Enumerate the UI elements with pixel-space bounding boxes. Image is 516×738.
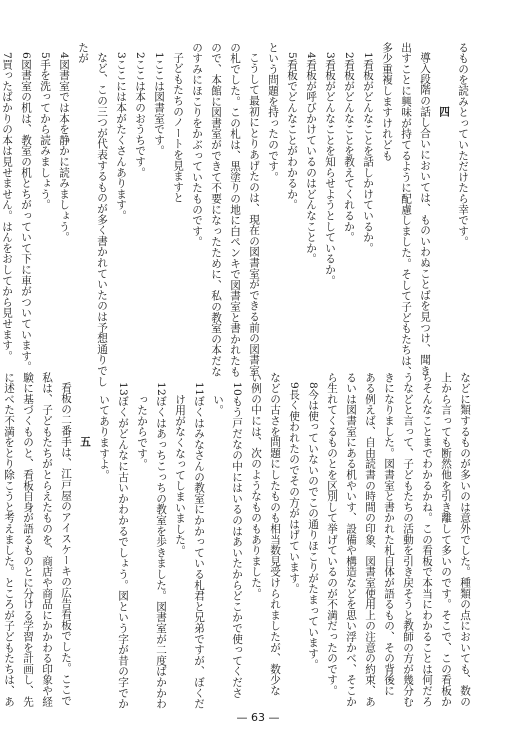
text-line: ある例えば、自由読書の時間の印象、図書室使用上の注意の約束、あ bbox=[364, 372, 376, 707]
text-line: 11ぼくはみなさんの教室にかかっている札君と兄弟ですが、ぼくだ bbox=[193, 382, 205, 710]
text-line: のすみにほこりをかぶっていたものです。 bbox=[191, 42, 203, 248]
text-line: 上から言っても断然他を引き離して多いのです。そこで、この看板か bbox=[440, 372, 452, 707]
text-line: 2ここは本のおうちです。 bbox=[134, 52, 146, 178]
text-line: などの古さを問題にしたものも相当数見受けられましたが、数少な bbox=[269, 372, 281, 696]
text-line: 10もう戸だなの中にはいるのはあいたからどこかで使ってくださ bbox=[231, 382, 243, 699]
section-heading: 四 bbox=[438, 106, 450, 117]
text-line: うなどと言って、子どもたちの活動を引き戻そうと教師の方が幾分む bbox=[402, 372, 414, 707]
text-line: 5手を洗ってから読みましょう。 bbox=[39, 52, 51, 211]
page-number: — 63 — bbox=[236, 711, 280, 724]
text-line: 1ここは図書室です。 bbox=[153, 52, 165, 157]
text-line: 多少重複しますけれども bbox=[381, 42, 393, 161]
text-line: 7買ったばかりの本は見せません。はんをおしてから見せます。 bbox=[1, 52, 13, 362]
text-line: 5看板でどんなことがわかるか。 bbox=[286, 52, 298, 211]
text-line: 12ぼくはあっちこっちの教室を歩きました。図書室が二度ばかかわ bbox=[155, 382, 167, 710]
text-line: 出すことに興味が持てるように配慮しました。そして子どもたちは、 bbox=[400, 42, 412, 377]
section-heading: 五 bbox=[79, 436, 91, 447]
text-line: などに類するものが多いのは意外でした。種類の点においても、数の bbox=[459, 372, 471, 707]
text-line: 2看板がどんなことを教えてくれるか。 bbox=[343, 52, 355, 243]
text-line: こうして最初にとりあげたのは、現在の図書室ができる前の図書室 bbox=[248, 52, 260, 376]
text-line: 8今は使っていないのでこの通りほこりがたまっています。 bbox=[307, 382, 319, 670]
text-line: 4図書室では本を静かに読みましょう。 bbox=[58, 52, 70, 243]
text-line: るいは図書室にある机やいす、設備や構造などを思い浮かべ、そこか bbox=[345, 372, 357, 707]
text-line: らそんなことまでわかるかね。この看板で本当にわかることは何だろ bbox=[421, 372, 433, 707]
text-line: 9長く使われたのでその方がはげています。 bbox=[288, 382, 300, 595]
text-line: 導入段階の話し合いにおいては、ものいわぬことばを見つけ、聞き bbox=[419, 52, 431, 376]
text-line: 6図書室の机は、教室の机とちがっていて下に車がついています。 bbox=[20, 52, 32, 373]
text-line: い。 bbox=[212, 394, 224, 416]
text-line: 1看板がどんなことを話しかけているか。 bbox=[362, 52, 374, 254]
text-line: ったからです。 bbox=[136, 394, 148, 470]
upper-text-block bbox=[0, 42, 472, 387]
text-line: るものを読みとっていただけたら幸です。 bbox=[457, 42, 469, 248]
text-line: 子どもたちのノートを見ますと bbox=[172, 52, 184, 204]
text-line: の札でした。この札は、黒塗りの地に白ペンキで図書室と書かれたも bbox=[229, 42, 241, 377]
text-line: 3ここには本がたくさんあります。 bbox=[115, 52, 127, 221]
text-line: など、この三つが代表するものが多く書かれていたのは予想通りでし bbox=[96, 52, 108, 387]
text-line: ら生れてくるものとを区別して挙げているのが不満だったのです。 bbox=[326, 372, 338, 696]
text-line: たが bbox=[77, 42, 89, 64]
text-line: 3看板がどんなことを知らせようとしているか。 bbox=[324, 52, 336, 286]
text-line: ので、本館に図書室ができて不要になったために、私の教室の本だな bbox=[210, 42, 222, 377]
lower-text-block bbox=[0, 372, 474, 710]
text-line: け用がなくなってしまいました。 bbox=[174, 394, 186, 556]
text-line: きになりました。図書室と書かれた札自体が語るもの、その背後に bbox=[383, 372, 395, 696]
text-line: い例の中には、次のようなものもありました。 bbox=[250, 372, 262, 599]
text-line: いてありますよ。 bbox=[98, 394, 110, 481]
text-line: に述べた不満をとり除こうと考えました。ところが子どもたちは、あ bbox=[3, 372, 15, 707]
text-line: 験に基づくものと、看板自身が語るものとに分ける学習を計画し、先 bbox=[22, 372, 34, 707]
text-line: 4看板が呼びかけているのはどんなことか。 bbox=[305, 52, 317, 265]
text-line: 13ぼくがどんなに古いかわかるでしょう。図という字が昔の字でか bbox=[117, 382, 129, 710]
text-line: という問題を持ったのです。 bbox=[267, 42, 279, 183]
text-line: 看板の二番手は、江戸屋のアイスケーキの広告看板でした。ここで bbox=[60, 382, 72, 706]
text-line: 私は、子どもたちがとらえたものを、商店や商品にかかわる印象や経 bbox=[41, 372, 53, 707]
